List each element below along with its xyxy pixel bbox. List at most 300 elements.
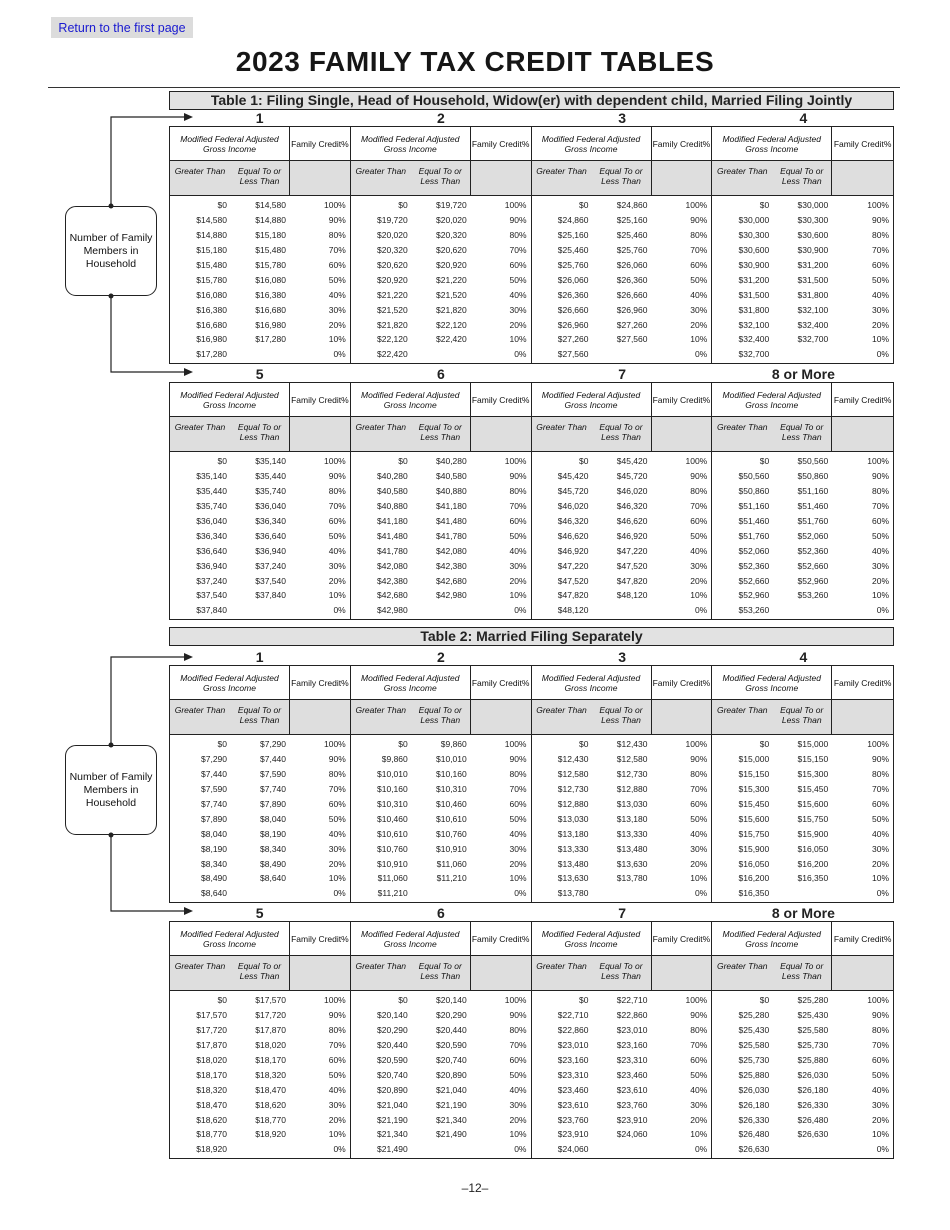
greater-than-value: $25,460 bbox=[557, 245, 589, 256]
family-credit-percent: 70% bbox=[509, 784, 527, 795]
equal-to-or-less-than-value: $23,160 bbox=[616, 1040, 648, 1051]
greater-than-value: $25,730 bbox=[738, 1055, 770, 1065]
greater-than-value: $20,290 bbox=[377, 1025, 408, 1036]
greater-than-value: $11,210 bbox=[377, 888, 408, 899]
family-credit-percent: 40% bbox=[871, 828, 889, 839]
greater-than-value: $17,570 bbox=[196, 1010, 227, 1021]
family-credit-percent: 50% bbox=[328, 813, 346, 824]
family-credit-percent: 10% bbox=[328, 334, 346, 345]
table-row bbox=[712, 603, 893, 618]
equal-to-or-less-than-value: $15,750 bbox=[797, 813, 829, 824]
equal-to-or-less-than-value: $51,160 bbox=[797, 486, 829, 497]
equal-to-or-less-than-value: $20,620 bbox=[436, 245, 467, 256]
family-credit-percent: 100% bbox=[685, 200, 708, 211]
family-credit-percent: 60% bbox=[871, 1055, 889, 1065]
greater-than-value: $18,770 bbox=[196, 1129, 227, 1140]
family-credit-percent: 40% bbox=[509, 1084, 527, 1095]
table-row bbox=[532, 514, 712, 529]
table-row bbox=[532, 558, 712, 573]
greater-than-value: $15,180 bbox=[196, 245, 227, 256]
family-credit-percent: 30% bbox=[690, 304, 708, 315]
equal-to-or-less-than-value: $35,140 bbox=[255, 456, 286, 467]
equal-to-or-less-than-value: $25,880 bbox=[797, 1055, 829, 1065]
equal-to-or-less-than-value: $25,160 bbox=[616, 215, 648, 226]
equal-to-or-less-than-value: $13,330 bbox=[616, 828, 648, 839]
family-credit-header: Family Credit% bbox=[291, 394, 349, 405]
table-row bbox=[532, 826, 712, 841]
equal-to-or-less-than-value: $26,330 bbox=[797, 1099, 829, 1110]
greater-than-value: $0 bbox=[398, 739, 408, 750]
family-credit-percent: 30% bbox=[509, 560, 527, 571]
equal-to-or-less-than-header: Equal To or Less Than bbox=[772, 161, 832, 195]
greater-than-value: $45,720 bbox=[557, 486, 589, 497]
equal-to-or-less-than-value: $21,220 bbox=[436, 274, 467, 285]
family-credit-percent: 30% bbox=[871, 843, 889, 854]
equal-to-or-less-than-value: $41,180 bbox=[436, 501, 467, 512]
column-header-row bbox=[532, 922, 712, 956]
greater-than-value: $21,520 bbox=[377, 304, 408, 315]
family-credit-percent: 10% bbox=[509, 334, 527, 345]
greater-than-header: Greater Than bbox=[174, 422, 226, 432]
table-row bbox=[170, 826, 350, 841]
equal-to-or-less-than-value: $52,660 bbox=[797, 560, 829, 571]
table-row bbox=[532, 752, 712, 767]
equal-to-or-less-than-value: $21,490 bbox=[436, 1129, 467, 1140]
equal-to-or-less-than-value: $8,340 bbox=[260, 843, 286, 854]
family-credit-percent: 40% bbox=[871, 289, 889, 300]
family-credit-percent: 70% bbox=[871, 1040, 889, 1051]
family-credit-percent: 100% bbox=[685, 739, 708, 750]
table-row bbox=[351, 469, 531, 484]
magi-header: Modified Federal Adjusted Gross Income bbox=[532, 666, 652, 699]
family-credit-percent: 30% bbox=[328, 560, 346, 571]
equal-to-or-less-than-value: $9,860 bbox=[440, 739, 467, 750]
greater-than-header: Greater Than bbox=[355, 961, 407, 971]
column-header-row bbox=[170, 383, 350, 417]
table-row bbox=[170, 856, 350, 871]
equal-to-or-less-than-value: $16,200 bbox=[797, 858, 829, 869]
greater-than-value: $52,660 bbox=[738, 575, 770, 586]
column-header-row bbox=[712, 922, 893, 956]
table-row bbox=[712, 1082, 893, 1097]
table-row bbox=[170, 1112, 350, 1127]
greater-than-value: $26,330 bbox=[738, 1114, 770, 1125]
family-credit-percent: 50% bbox=[690, 274, 708, 285]
equal-to-or-less-than-value: $23,610 bbox=[616, 1084, 648, 1095]
household-size-column-group bbox=[532, 666, 713, 902]
greater-than-header: Greater Than bbox=[716, 961, 768, 971]
equal-to-or-less-than-value: $25,460 bbox=[616, 230, 648, 241]
equal-to-or-less-than-value: $10,760 bbox=[436, 828, 467, 839]
table-row bbox=[532, 1023, 712, 1038]
greater-than-header: Greater Than bbox=[716, 422, 768, 432]
equal-to-or-less-than-value: $14,880 bbox=[255, 215, 286, 226]
household-size-labels bbox=[169, 367, 894, 381]
household-size-column-group bbox=[712, 666, 893, 902]
equal-to-or-less-than-value: $52,960 bbox=[797, 575, 829, 586]
equal-to-or-less-than-value: $15,480 bbox=[255, 245, 286, 256]
table-row bbox=[351, 454, 531, 469]
table-row bbox=[170, 1023, 350, 1038]
equal-to-or-less-than-value: $26,630 bbox=[797, 1129, 829, 1140]
magi-header: Modified Federal Adjusted Gross Income bbox=[351, 922, 471, 955]
table-row bbox=[712, 454, 893, 469]
range-header-row bbox=[712, 700, 893, 735]
greater-than-value: $25,160 bbox=[557, 230, 589, 241]
equal-to-or-less-than-value: $35,440 bbox=[255, 471, 286, 482]
table-row bbox=[712, 826, 893, 841]
equal-to-or-less-than-value: $7,590 bbox=[260, 769, 286, 780]
equal-to-or-less-than-header: Equal To or Less Than bbox=[230, 161, 290, 195]
table-row bbox=[351, 198, 531, 213]
greater-than-value: $18,170 bbox=[196, 1069, 227, 1080]
family-credit-header: Family Credit% bbox=[291, 933, 349, 944]
table-row bbox=[532, 841, 712, 856]
greater-than-value: $42,380 bbox=[377, 575, 408, 586]
equal-to-or-less-than-value: $47,220 bbox=[616, 545, 648, 556]
greater-than-value: $21,220 bbox=[377, 289, 408, 300]
title-divider bbox=[48, 87, 900, 88]
family-credit-percent: 60% bbox=[509, 260, 527, 270]
table-1-block-2 bbox=[169, 367, 894, 620]
equal-to-or-less-than-value: $51,760 bbox=[797, 516, 829, 526]
household-size-label: 1 bbox=[255, 649, 264, 665]
equal-to-or-less-than-value: $15,780 bbox=[255, 260, 286, 270]
table-row bbox=[170, 1097, 350, 1112]
greater-than-value: $13,630 bbox=[557, 873, 589, 884]
family-credit-percent: 50% bbox=[871, 530, 889, 541]
table-row bbox=[351, 213, 531, 228]
family-credit-percent: 30% bbox=[871, 560, 889, 571]
family-credit-percent: 30% bbox=[690, 843, 708, 854]
family-credit-percent: 30% bbox=[509, 843, 527, 854]
family-credit-percent: 60% bbox=[871, 260, 889, 270]
table-row bbox=[532, 228, 712, 243]
table-row bbox=[170, 347, 350, 362]
equal-to-or-less-than-value: $26,360 bbox=[616, 274, 648, 285]
table-row bbox=[712, 1067, 893, 1082]
credit-rows bbox=[351, 196, 531, 363]
table-row bbox=[170, 258, 350, 273]
greater-than-value: $23,760 bbox=[557, 1114, 589, 1125]
family-credit-percent: 10% bbox=[328, 873, 346, 884]
greater-than-value: $32,700 bbox=[738, 349, 770, 360]
blank-header-cell bbox=[832, 161, 893, 195]
table-row bbox=[712, 1097, 893, 1112]
equal-to-or-less-than-value: $31,500 bbox=[797, 274, 829, 285]
family-credit-percent: 90% bbox=[509, 215, 527, 226]
table-row bbox=[351, 886, 531, 901]
table-row bbox=[532, 484, 712, 499]
family-credit-percent: 70% bbox=[690, 245, 708, 256]
greater-than-header: Greater Than bbox=[174, 961, 226, 971]
equal-to-or-less-than-value: $21,040 bbox=[436, 1084, 467, 1095]
greater-than-value: $17,720 bbox=[196, 1025, 227, 1036]
credit-rows bbox=[351, 735, 531, 902]
family-credit-percent: 0% bbox=[333, 1144, 346, 1155]
family-credit-percent: 100% bbox=[867, 995, 889, 1006]
equal-to-or-less-than-value: $15,000 bbox=[797, 739, 829, 750]
magi-header: Modified Federal Adjusted Gross Income bbox=[351, 127, 471, 160]
greater-than-value: $0 bbox=[398, 456, 408, 467]
greater-than-value: $26,180 bbox=[738, 1099, 770, 1110]
family-credit-header: Family Credit% bbox=[833, 933, 892, 944]
family-credit-percent: 30% bbox=[871, 304, 889, 315]
family-credit-percent: 60% bbox=[690, 260, 708, 270]
family-credit-percent: 80% bbox=[509, 230, 527, 241]
family-credit-percent: 70% bbox=[328, 784, 346, 795]
equal-to-or-less-than-value: $20,440 bbox=[436, 1025, 467, 1036]
greater-than-value: $10,160 bbox=[377, 784, 408, 795]
table-row bbox=[712, 543, 893, 558]
equal-to-or-less-than-value: $48,120 bbox=[616, 590, 648, 601]
magi-header: Modified Federal Adjusted Gross Income bbox=[712, 383, 832, 416]
table-row bbox=[351, 782, 531, 797]
table-row bbox=[712, 841, 893, 856]
household-size-label: 3 bbox=[618, 649, 627, 665]
greater-than-value: $13,480 bbox=[557, 858, 589, 869]
credit-rows bbox=[712, 735, 893, 902]
greater-than-value: $41,180 bbox=[377, 516, 408, 526]
household-size-labels bbox=[169, 906, 894, 920]
family-credit-percent: 80% bbox=[328, 486, 346, 497]
equal-to-or-less-than-value: $16,050 bbox=[797, 843, 829, 854]
table-row bbox=[712, 1038, 893, 1053]
table-row bbox=[532, 332, 712, 347]
greater-than-value: $25,880 bbox=[738, 1069, 770, 1080]
table-row bbox=[351, 317, 531, 332]
family-credit-percent: 30% bbox=[871, 1099, 889, 1110]
greater-than-value: $20,590 bbox=[377, 1055, 408, 1065]
table-row bbox=[170, 1053, 350, 1068]
family-credit-header: Family Credit% bbox=[471, 394, 530, 405]
table-row bbox=[712, 528, 893, 543]
household-size-column-group bbox=[351, 666, 532, 902]
family-credit-percent: 60% bbox=[328, 1055, 346, 1065]
table-row bbox=[712, 317, 893, 332]
credit-rows bbox=[351, 991, 531, 1158]
table-2-block-2 bbox=[169, 906, 894, 1159]
family-credit-percent: 50% bbox=[509, 274, 527, 285]
family-credit-percent: 100% bbox=[504, 456, 527, 467]
greater-than-value: $16,980 bbox=[196, 334, 227, 345]
greater-than-value: $25,760 bbox=[557, 260, 589, 270]
family-credit-percent: 30% bbox=[328, 304, 346, 315]
equal-to-or-less-than-value: $8,190 bbox=[260, 828, 286, 839]
table-row bbox=[532, 1008, 712, 1023]
equal-to-or-less-than-value: $20,320 bbox=[436, 230, 467, 241]
table-row bbox=[712, 1023, 893, 1038]
greater-than-value: $10,310 bbox=[377, 799, 408, 809]
greater-than-header: Greater Than bbox=[355, 705, 407, 715]
table-1-block-1 bbox=[169, 111, 894, 364]
equal-to-or-less-than-value: $32,700 bbox=[797, 334, 829, 345]
greater-than-value: $10,010 bbox=[377, 769, 408, 780]
table-row bbox=[712, 228, 893, 243]
table-row bbox=[351, 1008, 531, 1023]
table-row bbox=[170, 213, 350, 228]
blank-header-cell bbox=[832, 417, 893, 451]
equal-to-or-less-than-value: $11,210 bbox=[436, 873, 467, 884]
family-credit-percent: 30% bbox=[690, 1099, 708, 1110]
blank-header-cell bbox=[471, 700, 531, 734]
table-row bbox=[351, 484, 531, 499]
equal-to-or-less-than-value: $8,490 bbox=[260, 858, 286, 869]
equal-to-or-less-than-value: $12,580 bbox=[616, 754, 648, 765]
family-credit-header: Family Credit% bbox=[652, 933, 711, 944]
equal-to-or-less-than-value: $16,980 bbox=[255, 319, 286, 330]
greater-than-value: $37,240 bbox=[196, 575, 227, 586]
greater-than-header: Greater Than bbox=[536, 422, 587, 432]
family-credit-percent: 10% bbox=[509, 873, 527, 884]
equal-to-or-less-than-value: $52,060 bbox=[797, 530, 829, 541]
greater-than-value: $26,960 bbox=[557, 319, 589, 330]
greater-than-value: $47,220 bbox=[557, 560, 589, 571]
family-credit-percent: 10% bbox=[328, 590, 346, 601]
table-2-block-1 bbox=[169, 650, 894, 903]
credit-rows bbox=[532, 452, 712, 619]
household-size-label: 2 bbox=[436, 110, 445, 126]
greater-than-header: Greater Than bbox=[536, 705, 587, 715]
equal-to-or-less-than-value: $19,720 bbox=[436, 200, 467, 211]
equal-to-or-less-than-value: $10,610 bbox=[436, 813, 467, 824]
table-row bbox=[351, 1142, 531, 1157]
equal-to-or-less-than-value: $23,910 bbox=[616, 1114, 648, 1125]
equal-to-or-less-than-value: $20,020 bbox=[436, 215, 467, 226]
magi-header: Modified Federal Adjusted Gross Income bbox=[712, 127, 832, 160]
equal-to-or-less-than-value: $10,010 bbox=[436, 754, 467, 765]
blank-header-cell bbox=[290, 956, 350, 990]
equal-to-or-less-than-value: $18,170 bbox=[255, 1055, 286, 1065]
table-row bbox=[170, 1038, 350, 1053]
equal-to-or-less-than-value: $15,300 bbox=[797, 769, 829, 780]
equal-to-or-less-than-value: $20,890 bbox=[436, 1069, 467, 1080]
credit-rows bbox=[712, 196, 893, 363]
family-credit-percent: 70% bbox=[328, 1040, 346, 1051]
table-row bbox=[532, 1127, 712, 1142]
table-row bbox=[712, 258, 893, 273]
range-header-row bbox=[532, 161, 712, 196]
table-row bbox=[351, 514, 531, 529]
family-credit-percent: 10% bbox=[328, 1129, 346, 1140]
family-credit-percent: 10% bbox=[871, 334, 889, 345]
table-row bbox=[170, 752, 350, 767]
family-credit-percent: 0% bbox=[876, 888, 889, 899]
table-row bbox=[351, 993, 531, 1008]
greater-than-value: $22,710 bbox=[557, 1010, 589, 1021]
table-row bbox=[351, 287, 531, 302]
family-credit-header: Family Credit% bbox=[833, 394, 892, 405]
table-row bbox=[532, 499, 712, 514]
blank-header-cell bbox=[471, 417, 531, 451]
table-row bbox=[532, 213, 712, 228]
table-row bbox=[712, 332, 893, 347]
family-credit-percent: 70% bbox=[690, 1040, 708, 1051]
table-row bbox=[170, 228, 350, 243]
return-to-first-page-button[interactable]: Return to the first page bbox=[51, 17, 193, 38]
family-credit-percent: 10% bbox=[690, 334, 708, 345]
table-row bbox=[532, 767, 712, 782]
greater-than-value: $27,560 bbox=[557, 349, 589, 360]
family-credit-percent: 10% bbox=[690, 873, 708, 884]
table-row bbox=[712, 782, 893, 797]
greater-than-value: $15,000 bbox=[738, 754, 770, 765]
table-row bbox=[351, 841, 531, 856]
table-row bbox=[532, 198, 712, 213]
family-credit-percent: 80% bbox=[871, 769, 889, 780]
family-credit-percent: 80% bbox=[690, 1025, 708, 1036]
greater-than-value: $18,620 bbox=[196, 1114, 227, 1125]
equal-to-or-less-than-value: $17,280 bbox=[255, 334, 286, 345]
household-size-label: 3 bbox=[618, 110, 627, 126]
table-row bbox=[532, 317, 712, 332]
table-row bbox=[712, 1142, 893, 1157]
equal-to-or-less-than-value: $46,320 bbox=[616, 501, 648, 512]
household-size-label: 8 or More bbox=[771, 366, 835, 382]
equal-to-or-less-than-value: $50,860 bbox=[797, 471, 829, 482]
greater-than-value: $30,900 bbox=[738, 260, 770, 270]
family-credit-header: Family Credit% bbox=[652, 677, 711, 688]
greater-than-value: $50,560 bbox=[738, 471, 770, 482]
table-row bbox=[170, 317, 350, 332]
family-credit-percent: 40% bbox=[509, 289, 527, 300]
equal-to-or-less-than-header: Equal To or Less Than bbox=[592, 161, 652, 195]
household-size-column-group bbox=[170, 127, 351, 363]
credit-rows bbox=[170, 991, 350, 1158]
magi-header: Modified Federal Adjusted Gross Income bbox=[532, 127, 652, 160]
greater-than-value: $12,730 bbox=[557, 784, 589, 795]
family-credit-percent: 80% bbox=[509, 1025, 527, 1036]
equal-to-or-less-than-header: Equal To or Less Than bbox=[230, 700, 290, 734]
table-row bbox=[532, 797, 712, 812]
equal-to-or-less-than-value: $15,450 bbox=[797, 784, 829, 795]
magi-header: Modified Federal Adjusted Gross Income bbox=[532, 922, 652, 955]
greater-than-header: Greater Than bbox=[716, 166, 768, 176]
equal-to-or-less-than-value: $16,380 bbox=[255, 289, 286, 300]
greater-than-value: $23,160 bbox=[557, 1055, 589, 1065]
family-credit-percent: 80% bbox=[871, 486, 889, 497]
equal-to-or-less-than-value: $22,120 bbox=[436, 319, 467, 330]
magi-header: Modified Federal Adjusted Gross Income bbox=[351, 666, 471, 699]
equal-to-or-less-than-value: $46,620 bbox=[616, 516, 648, 526]
greater-than-value: $23,010 bbox=[557, 1040, 589, 1051]
equal-to-or-less-than-value: $37,240 bbox=[255, 560, 286, 571]
greater-than-value: $13,330 bbox=[557, 843, 589, 854]
greater-than-value: $19,720 bbox=[377, 215, 408, 226]
family-credit-percent: 80% bbox=[690, 769, 708, 780]
table-row bbox=[351, 1067, 531, 1082]
family-credit-percent: 30% bbox=[509, 1099, 527, 1110]
family-credit-percent: 100% bbox=[324, 995, 346, 1006]
equal-to-or-less-than-value: $50,560 bbox=[797, 456, 829, 467]
family-credit-percent: 20% bbox=[509, 1114, 527, 1125]
greater-than-value: $36,340 bbox=[196, 530, 227, 541]
table-row bbox=[532, 1097, 712, 1112]
family-credit-percent: 70% bbox=[871, 245, 889, 256]
family-credit-percent: 90% bbox=[328, 471, 346, 482]
greater-than-value: $46,620 bbox=[557, 530, 589, 541]
equal-to-or-less-than-value: $30,600 bbox=[797, 230, 829, 241]
greater-than-value: $23,910 bbox=[557, 1129, 589, 1140]
table-row bbox=[170, 1127, 350, 1142]
family-credit-percent: 40% bbox=[328, 828, 346, 839]
range-header-row bbox=[351, 956, 531, 991]
page-title: 2023 FAMILY TAX CREDIT TABLES bbox=[235, 46, 715, 77]
family-credit-percent: 20% bbox=[328, 319, 346, 330]
table-row bbox=[712, 198, 893, 213]
table-row bbox=[170, 454, 350, 469]
greater-than-value: $0 bbox=[579, 456, 589, 467]
